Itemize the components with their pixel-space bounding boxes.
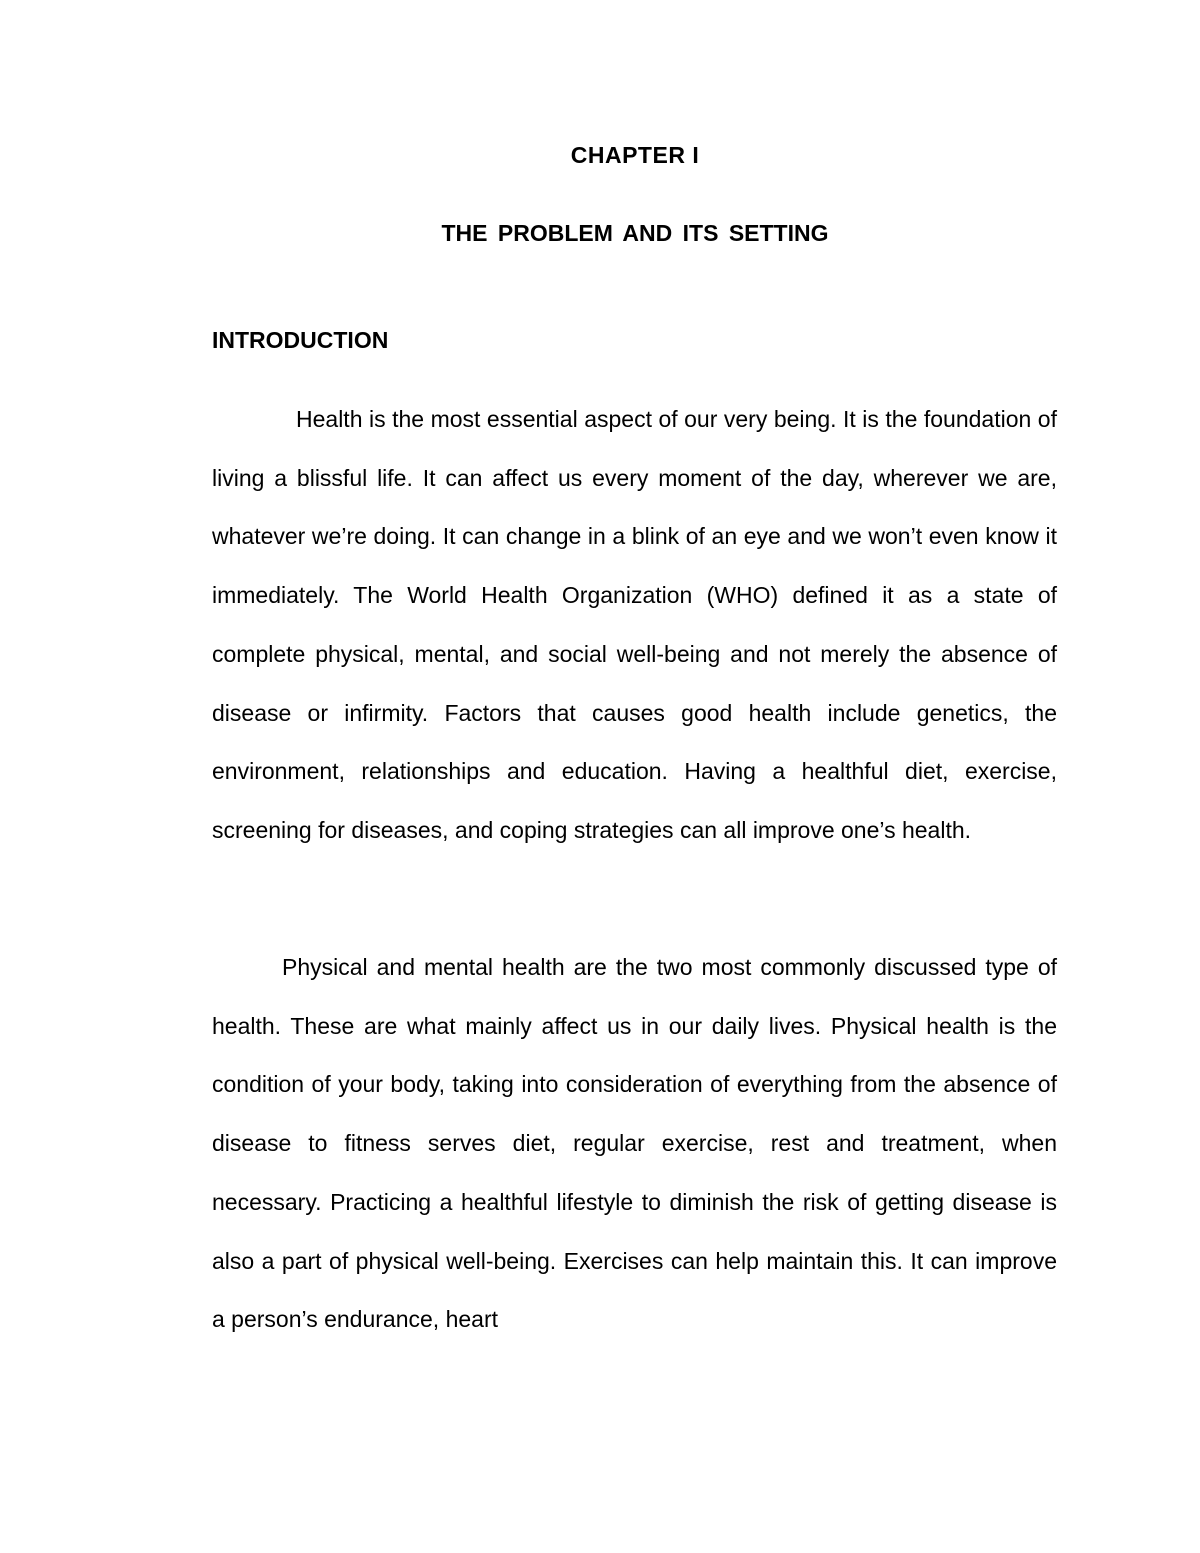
paragraph-health-introduction: Health is the most essential aspect of our very being. It is the foundation of living a blissful life. It can affect us every moment of the day, wherever we are, whatever we’re doing. It can change in a blink of an eye and we won’t even know it immediately. The World Health Organization (WHO) defined it as a state of complete physical, mental, and social well-being and not merely the absence of disease or infirmity. Factors that causes good health include genetics, the environment, relationships and education. Having a healthful diet, exercise, screening for diseases, and coping strategies can all improve one’s health. xyxy=(212,406,1057,843)
chapter-label: CHAPTER I xyxy=(570,142,700,168)
chapter-title: THE PROBLEM AND ITS SETTING xyxy=(441,220,829,246)
section-heading: INTRODUCTION xyxy=(212,327,389,353)
paragraph-physical-mental-health: Physical and mental health are the two most commonly discussed type of health. These are what mainly affect us in our daily lives. Physical health is the condition of your body, taking into consideration of everything from the absence of disease to fitness serves diet, regular exercise, rest and treatment, when necessary. Practicing a healthful lifestyle to diminish the risk of getting disease is also a part of physical well-being. Exercises can help maintain this. It can improve a person’s endurance, heart xyxy=(212,954,1057,1333)
